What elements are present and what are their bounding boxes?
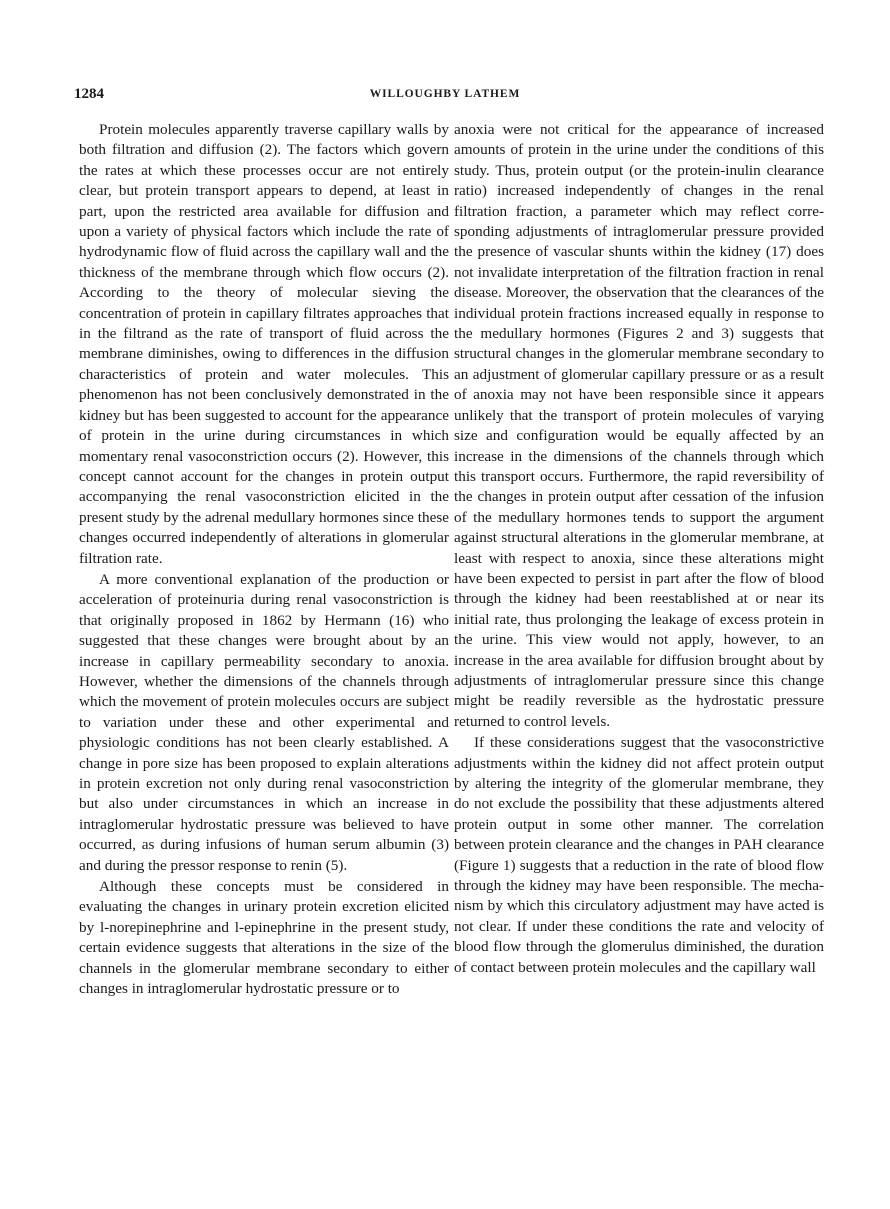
page-number: 1284 [74, 86, 104, 102]
paragraph: If these considerations suggest that the vasoconstrictive adjustments within the kidney did not affect protein output by altering the integrity of the glomerular membrane, they do not exclude the possibility that these adjustments altered protein output in some other manner. The correlation between protein clearance and the changes in PAH clearance (Figure 1) suggests that a reduction in the rate of blood flow through the kidney may have been responsible. The mechanism by which this circulatory adjustment may have acted is not clear. If under these conditions the rate and velocity of blood flow through the glomerulus diminished, the duration of contact between protein molecules and the capillary wall [454, 734, 824, 976]
right-column [454, 120, 824, 978]
paragraph: A more conventional explanation of the production or acceleration of proteinuria during renal vasoconstriction is that originally proposed in 1862 by Hermann (16) who suggested that these changes were brought about by an increase in capillary permeability secondary to anoxia. However, whether the dimensions of the channels through which the movement of protein molecules occurs are subject to variation under these and other experimental and physiologic conditions has not been clearly established. A change in pore size has been proposed to explain alterations in protein excretion not only during renal vasoconstriction but also under circumstances in which an increase in intraglomerular hydrostatic pressure was believed to have occurred, as during infusions of human serum albumin (3) and during the pressor response to renin (5). [79, 570, 449, 874]
left-column [79, 120, 449, 999]
paragraph: anoxia were not critical for the appearance of increased amounts of protein in the urine under the conditions of this study. Thus, protein output (or the protein-inulin clearance ratio) increased independently of changes in the renal filtration fraction, a parameter which may reflect corresponding adjustments of intraglomerular pressure provided the presence of vascular shunts within the kidney (17) does not invalidate interpretation of the filtration fraction in renal disease. Moreover, the observation that the clearances of the individual protein fractions increased equally in response to the medullary hormones (Figures 2 and 3) suggests that structural changes in the glomerular membrane secondary to an adjustment of glomerular capillary pressure or as a result of anoxia may not have been responsible since it appears unlikely that the transport of protein molecules of varying size and configuration would be equally affected by an increase in the dimensions of the channels through which this transport occurs. Furthermore, the rapid reversibility of the changes in protein output after cessation of the infusion of the medullary hormones tends to support the argument against structural alterations in the glomerular membrane, at least with respect to anoxia, since these alterations might have been expected to persist in part after the flow of blood through the kidney had been reestablished at or near its initial rate, thus prolonging the leakage of excess protein in the urine. This view would not apply, however, to an increase in the area available for diffusion brought about by adjustments of intraglomerular pressure since this change might be readily reversible as the hydrostatic pressure returned to control levels. [454, 121, 824, 730]
running-head: WILLOUGHBY LATHEM [369, 88, 521, 100]
paragraph: Although these concepts must be considered in evaluating the changes in urinary protein excretion elicited by l-norepinephrine and l-epinephrine in the present study, certain evidence suggests that alterations in the size of the channels in the glomerular membrane secondary to either changes in intraglomerular hydrostatic pressure or to [79, 878, 449, 998]
paragraph: Protein molecules apparently traverse capillary walls by both filtration and diffusion (2). The factors which govern the rates at which these processes occur are not entirely clear, but protein transport appears to depend, at least in part, upon the restricted area available for diffusion and upon a variety of physical factors which include the rate of hydrodynamic flow of fluid across the capillary wall and the thickness of the membrane through which flow occurs (2). According to the theory of molecular sieving the concentration of protein in capillary filtrates approaches that in the filtrand as the rate of transport of fluid across the membrane diminishes, owing to differences in the diffusion characteristics of protein and water molecules. This phenomenon has not been conclusively demonstrated in the kidney but has been suggested to account for the appearance of protein in the urine during circumstances in which momentary renal vasoconstriction occurs (2). However, this concept cannot account for the changes in protein output accompanying the renal vasoconstriction elicited in the present study by the adrenal medullary hormones since these changes occurred independently of alterations in glomerular filtration rate. [79, 121, 449, 567]
